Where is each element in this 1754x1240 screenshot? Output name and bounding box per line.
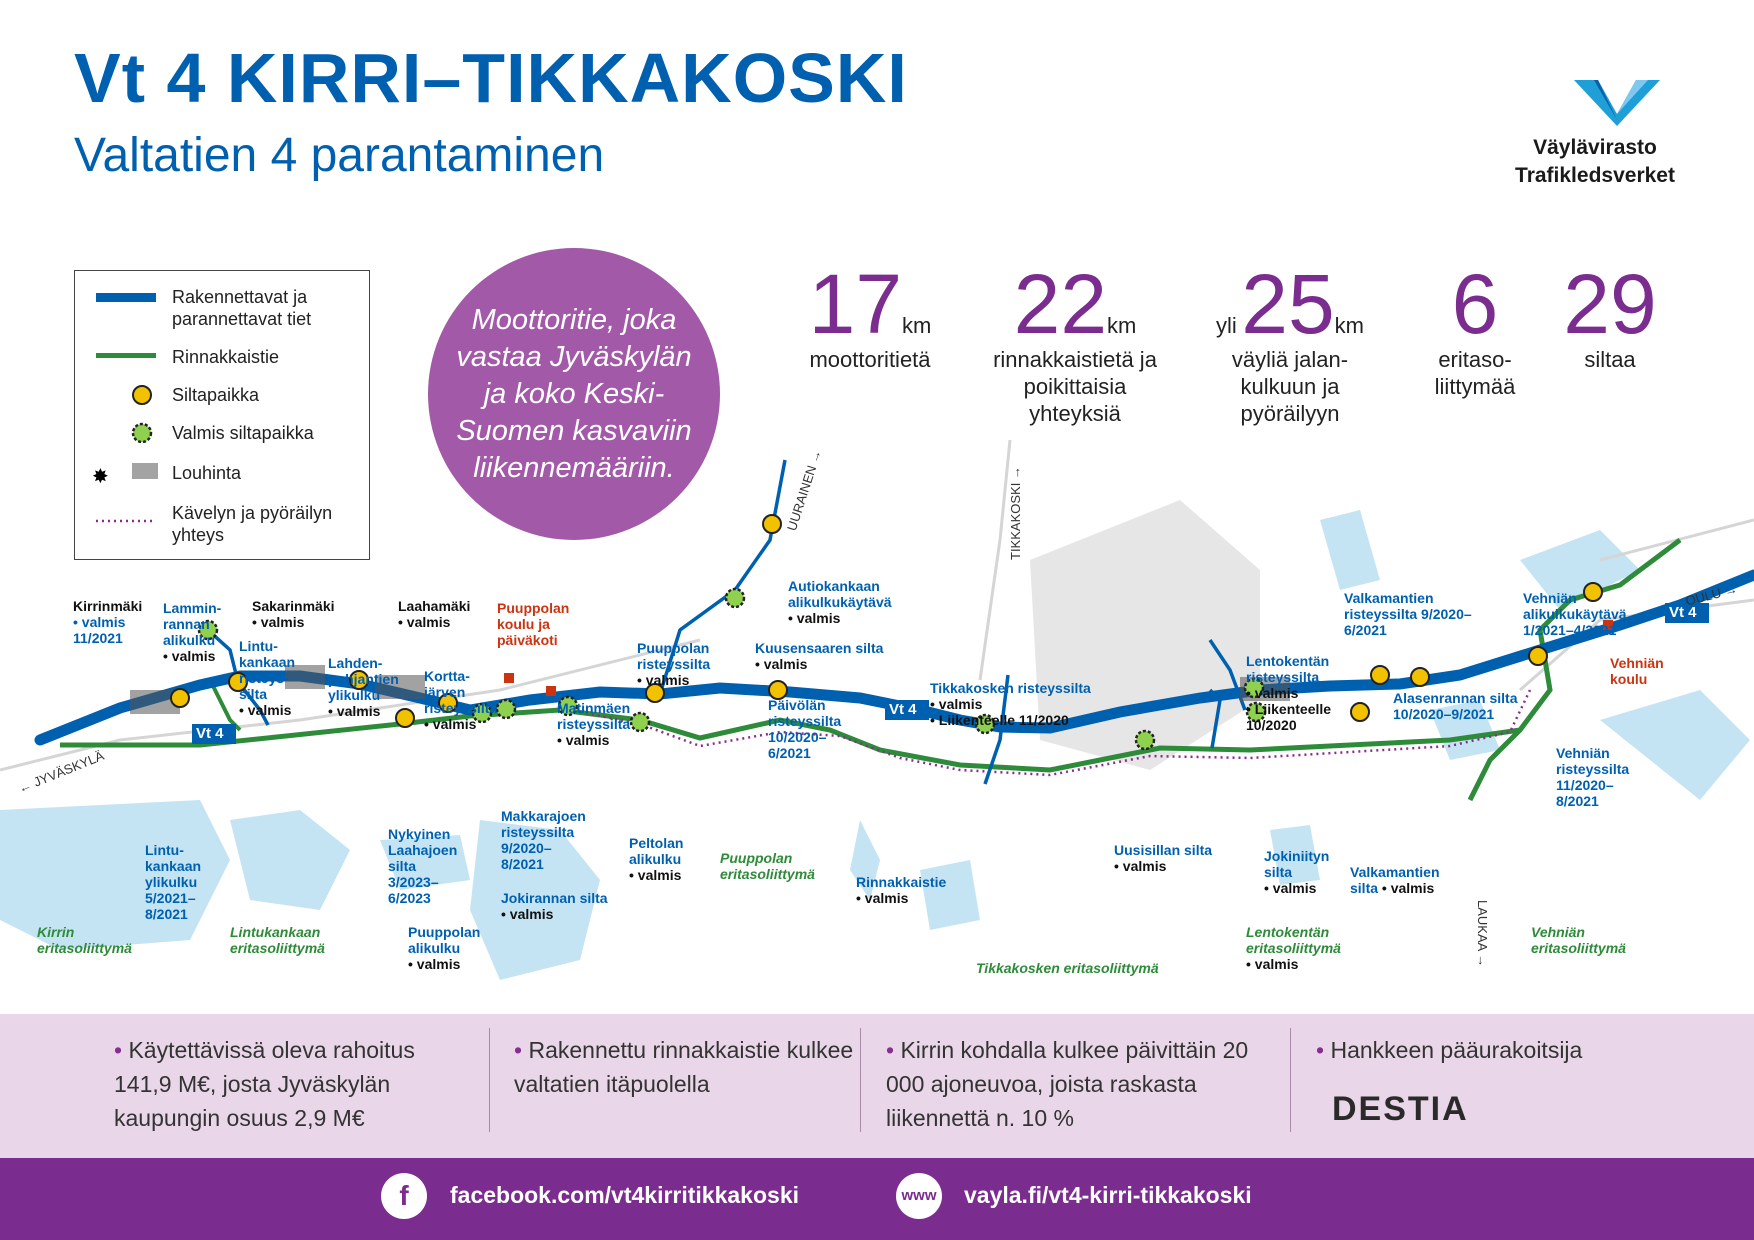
stat-bridges-number: 29	[1563, 257, 1657, 351]
website-link[interactable]: vayla.fi/vt4-kirri-tikkakoski	[964, 1182, 1252, 1208]
info-divider-1	[489, 1028, 490, 1132]
stat-parallel-unit: km	[1107, 313, 1137, 338]
stat-paths	[1200, 257, 1380, 427]
legend-symbols	[96, 285, 166, 535]
direction-tikkakoski: TIKKAKOSKI →	[1008, 466, 1023, 560]
info-parallel-road: • Rakennettu rinnakkaistie kulkee valtatien itäpuolella	[514, 1037, 854, 1097]
legend-label-parallel: Rinnakkaistie	[172, 347, 280, 367]
label-nykyinen-laahajoen: Nykyinen Laahajoen silta 3/2023– 6/2023	[388, 826, 458, 906]
bubble-text: Moottoritie, joka vastaa Jyväskylän ja koko Keski-Suomen kasvaviin liikennemääriin.	[456, 303, 692, 484]
label-vehnian-alikulkukaytava: Vehniän alikulkukäytävä 1/2021–4/2021	[1523, 590, 1627, 638]
label-lentokentan-risteyssilta: Lentokentän risteyssilta • valmis • Liikenteelle 10/2020	[1246, 653, 1332, 733]
page-title: Vt 4 KIRRI–TIKKAKOSKI	[74, 39, 908, 117]
stat-parallel	[990, 257, 1160, 427]
info-divider-3	[1290, 1028, 1291, 1132]
stat-motorway-number: 17	[808, 257, 903, 351]
label-peltolan: Peltolan alikulku • valmis	[629, 835, 684, 883]
label-lintukankaan-risteyssilta: Lintu- kankaan risteys- silta • valmis	[239, 638, 296, 718]
direction-laukaa: LAUKAA →	[1475, 900, 1490, 968]
label-lentokentan-eritasoliittyma: Lentokentän eritasoliittymä • valmis	[1246, 924, 1341, 972]
facebook-link[interactable]: facebook.com/vt4kirritikkakoski	[450, 1182, 799, 1208]
legend-label-bridge: Siltapaikka	[172, 385, 260, 405]
direction-oulu: OULU →	[1684, 581, 1739, 609]
label-laahamaki: Laahamäki • valmis	[398, 598, 471, 630]
label-vehnian-risteyssilta: Vehniän risteyssilta 11/2020– 8/2021	[1556, 745, 1630, 809]
label-valkamantien-risteyssilta: Valkamantien risteyssilta 9/2020–6/2021	[1344, 590, 1472, 638]
vt4-badge-east: Vt 4	[1669, 604, 1697, 621]
web-icon: www	[896, 1173, 942, 1219]
stat-interchanges	[1420, 257, 1530, 400]
stat-paths-unit: km	[1334, 313, 1364, 338]
label-kirrinmaki: Kirrinmäki • valmis 11/2021	[73, 598, 143, 646]
info-divider-2	[860, 1028, 861, 1132]
label-lintukankaan-ylikulku: Lintu- kankaan ylikulku 5/2021– 8/2021	[145, 842, 202, 922]
label-matinmaen: Matinmäen risteyssilta • valmis	[557, 700, 631, 748]
label-vehnian-eritasoliittyma: Vehniän eritasoliittymä	[1531, 924, 1626, 956]
org-line-2: Trafikledsverket	[1515, 164, 1675, 187]
label-kirrin-eritasoliittyma: Kirrin eritasoliittymä	[37, 924, 132, 956]
legend-label-ready-bridge: Valmis siltapaikka	[172, 423, 314, 443]
label-puuppolan-koulu: Puuppolan koulu ja päiväkoti	[497, 600, 570, 648]
label-autiokankaan: Autiokankaan alikulkukäytävä • valmis	[788, 578, 892, 626]
vt4-badge-middle: Vt 4	[889, 701, 917, 718]
stat-interchanges-number: 6	[1451, 257, 1499, 351]
stat-parallel-number: 22	[1013, 257, 1108, 351]
stat-motorway	[800, 257, 940, 373]
vaylavirasto-logo-icon	[1574, 80, 1660, 126]
label-tikkakosken-risteyssilta: Tikkakosken risteyssilta • valmis • Liikenteelle 11/2020	[930, 680, 1091, 728]
stat-bridges	[1555, 257, 1665, 373]
stat-motorway-unit: km	[902, 313, 932, 338]
label-puuppolan-eritasoliittyma: Puuppolan eritasoliittymä	[720, 850, 815, 882]
stat-parallel-label: rinnakkaistietä ja poikittaisia yhteyksiä	[993, 347, 1157, 426]
label-kuusensaaren: Kuusensaaren silta • valmis	[755, 640, 884, 672]
label-uusisillan: Uusisillan silta • valmis	[1114, 842, 1213, 874]
label-rinnakkaistie: Rinnakkaistie • valmis	[856, 874, 947, 906]
label-puuppolan-risteyssilta: Puuppolan risteyssilta • valmis	[637, 640, 711, 688]
stat-paths-label: väyliä jalan- kulkuun ja pyöräilyyn	[1231, 347, 1349, 426]
label-korttajarven: Kortta- järven risteyssilta • valmis	[424, 668, 498, 732]
highlight-bubble	[428, 248, 720, 540]
blast-icon: ✸	[92, 466, 109, 488]
label-valkamantien-silta: Valkamantien silta • valmis	[1350, 864, 1440, 896]
stat-motorway-label: moottoritietä	[809, 347, 931, 372]
label-jokirannan: Jokirannan silta • valmis	[501, 890, 608, 922]
vt4-badge-west: Vt 4	[196, 725, 224, 742]
label-puuppolan-alikulku: Puuppolan alikulku • valmis	[408, 924, 481, 972]
footer	[0, 1158, 1754, 1240]
info-traffic: • Kirrin kohdalla kulkee päivittäin 20 000 ajoneuvoa, joista raskasta liikennettä n. 10 %	[886, 1037, 1249, 1131]
direction-jyvaskyla: ← JYVÄSKYLÄ	[16, 747, 107, 796]
label-lamminrannan: Lammin- rannan alikulku • valmis	[163, 600, 222, 664]
info-contractor: • Hankkeen pääurakoitsija	[1316, 1037, 1583, 1063]
facebook-icon: f	[381, 1173, 427, 1219]
legend-label-walking: Kävelyn ja pyöräilyn yhteys	[172, 503, 333, 545]
page-subtitle: Valtatien 4 parantaminen	[74, 129, 605, 182]
label-alasenrannan: Alasenrannan silta 10/2020–9/2021	[1393, 690, 1518, 722]
legend-label-excavation: Louhinta	[172, 463, 242, 483]
stat-bridges-label: siltaa	[1584, 347, 1636, 372]
label-jokiniityn: Jokiniityn silta • valmis	[1264, 848, 1330, 896]
organization-name	[1510, 134, 1680, 190]
stat-interchanges-label: eritaso- liittymää	[1434, 347, 1516, 399]
direction-uurainen: UURAINEN →	[784, 447, 825, 533]
legend-label-roads: Rakennettavat ja parannettavat tiet	[172, 287, 312, 329]
label-makkarajoen: Makkarajoen risteyssilta 9/2020– 8/2021	[501, 808, 586, 872]
destia-logo: DESTIA	[1332, 1090, 1469, 1128]
label-sakarinmaki: Sakarinmäki • valmis	[252, 598, 335, 630]
label-vehnian-koulu: Vehniän koulu	[1610, 655, 1664, 687]
label-lintukankaan-eritasoliittyma: Lintukankaan eritasoliittymä	[230, 924, 325, 956]
info-funding: • Käytettävissä oleva rahoitus 141,9 M€, josta Jyväskylän kaupungin osuus 2,9 M€	[114, 1037, 415, 1131]
label-paivolan: Päivölän risteyssilta 10/2020– 6/2021	[768, 697, 842, 761]
label-tikkakosken-eritasoliittyma: Tikkakosken eritasoliittymä	[976, 960, 1159, 976]
org-line-1: Väylävirasto	[1533, 136, 1657, 159]
stat-paths-number: 25	[1241, 257, 1335, 351]
label-lahdenpohjantien: Lahden- pohjantien ylikulku • valmis	[328, 655, 399, 719]
stat-paths-prefix: yli	[1216, 313, 1237, 338]
